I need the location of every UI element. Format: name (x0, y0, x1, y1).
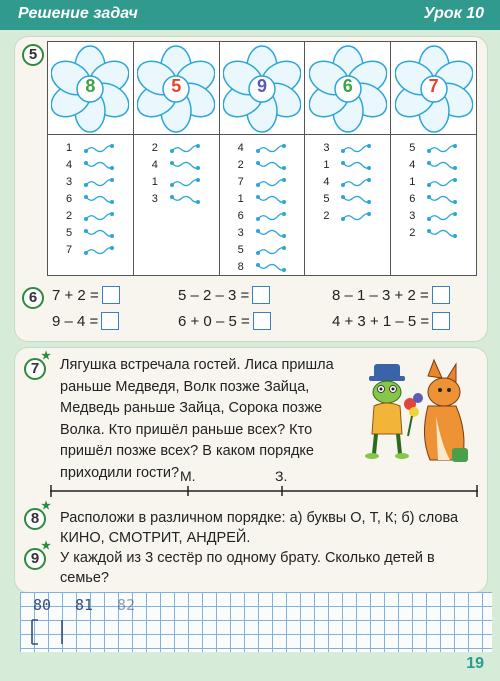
star-icon: ★ (41, 540, 51, 552)
answer-box[interactable] (101, 312, 119, 330)
flower-column (220, 42, 306, 275)
row-number: 3 (409, 210, 416, 222)
flower-number: 8 (85, 76, 96, 96)
frog-and-fox-illustration (360, 356, 470, 468)
row-number: 6 (237, 210, 244, 222)
handwritten-number: 82 (117, 596, 136, 614)
number-row (391, 141, 476, 158)
star-icon: ★ (41, 500, 51, 512)
answer-box[interactable] (252, 286, 270, 304)
handwritten-number: 80 (33, 596, 52, 614)
row-number: 1 (151, 176, 158, 188)
row-number: 4 (151, 159, 158, 171)
task-8-number: 8 ★ (24, 508, 46, 530)
row-number: 4 (66, 159, 73, 171)
row-number: 3 (66, 176, 73, 188)
expression: 4 + 3 + 1 – 5 = (332, 312, 450, 330)
connector-icon[interactable] (254, 158, 288, 174)
number-row (220, 175, 305, 192)
row-number: 5 (237, 244, 244, 256)
number-row (134, 192, 219, 209)
answer-box[interactable] (432, 286, 450, 304)
section-title: Решение задач (18, 5, 138, 22)
row-number: 1 (323, 159, 330, 171)
page-number: 19 (466, 655, 484, 672)
row-number: 2 (151, 142, 158, 154)
connector-icon[interactable] (254, 141, 288, 157)
number-row (391, 158, 476, 175)
number-row (48, 226, 133, 243)
number-row (391, 209, 476, 226)
task-9-text: У каждой из 3 сестёр по одному брату. Сколько детей в семье? (60, 550, 435, 586)
connector-icon[interactable] (254, 175, 288, 191)
number-row (220, 141, 305, 158)
answer-box[interactable] (102, 286, 120, 304)
timeline-label-z: З. (275, 468, 288, 484)
number-row (220, 192, 305, 209)
row-number: 2 (323, 210, 330, 222)
number-row (134, 175, 219, 192)
connector-icon[interactable] (168, 175, 202, 191)
flower-number: 9 (256, 76, 267, 96)
expression: 8 – 1 – 3 + 2 = (332, 286, 450, 304)
connector-icon[interactable] (254, 192, 288, 208)
row-number: 4 (409, 159, 416, 171)
number-row (48, 141, 133, 158)
connector-icon[interactable] (254, 243, 288, 259)
number-row (48, 192, 133, 209)
number-row (220, 243, 305, 260)
connector-icon[interactable] (82, 158, 116, 174)
number-row (391, 175, 476, 192)
flower-number: 7 (428, 76, 439, 96)
row-number: 2 (237, 159, 244, 171)
timeline-label-m: М. (180, 468, 196, 484)
connector-icon[interactable] (339, 209, 373, 225)
number-row (305, 141, 390, 158)
handwritten-strokes (28, 618, 68, 646)
number-row (305, 209, 390, 226)
flower-column (391, 42, 476, 275)
number-row (305, 175, 390, 192)
number-row (305, 158, 390, 175)
header-bar (0, 0, 500, 30)
flower-column (305, 42, 391, 275)
row-number: 2 (409, 227, 416, 239)
flower-column (134, 42, 220, 275)
row-number: 4 (237, 142, 244, 154)
flower-table (47, 41, 477, 276)
connector-icon[interactable] (254, 209, 288, 225)
connector-icon[interactable] (82, 209, 116, 225)
connector-icon[interactable] (254, 260, 288, 276)
flower-column (48, 42, 134, 275)
answer-box[interactable] (253, 312, 271, 330)
connector-icon[interactable] (425, 175, 459, 191)
task-6-number: 6 (22, 287, 44, 309)
connector-icon[interactable] (339, 175, 373, 191)
flower-number: 5 (171, 76, 182, 96)
number-row (220, 209, 305, 226)
task-7-number: 7 ★ (24, 358, 46, 380)
task-9-number: 9 ★ (24, 548, 46, 570)
connector-icon[interactable] (425, 141, 459, 157)
task-5-number: 5 (22, 44, 44, 66)
row-number: 3 (151, 193, 158, 205)
connector-icon[interactable] (339, 192, 373, 208)
connector-icon[interactable] (168, 192, 202, 208)
task-8-text: Расположи в различном порядке: а) буквы О, Т, К; б) слова КИНО, СМОТРИТ, АНДРЕЙ. (60, 510, 459, 546)
number-row (391, 192, 476, 209)
connector-icon[interactable] (82, 192, 116, 208)
number-row (48, 158, 133, 175)
row-number: 3 (237, 227, 244, 239)
number-row (48, 175, 133, 192)
number-row (391, 226, 476, 243)
row-number: 5 (323, 193, 330, 205)
connector-icon[interactable] (82, 141, 116, 157)
row-number: 5 (66, 227, 73, 239)
connector-icon[interactable] (82, 175, 116, 191)
connector-icon[interactable] (425, 209, 459, 225)
row-number: 3 (323, 142, 330, 154)
answer-box[interactable] (432, 312, 450, 330)
star-icon: ★ (41, 350, 51, 362)
row-number: 1 (66, 142, 73, 154)
connector-icon[interactable] (425, 226, 459, 242)
row-number: 6 (66, 193, 73, 205)
connector-icon[interactable] (82, 243, 116, 259)
flower-number: 6 (342, 76, 353, 96)
row-number: 1 (409, 176, 416, 188)
row-number: 1 (237, 193, 244, 205)
connector-icon[interactable] (254, 226, 288, 242)
row-number: 2 (66, 210, 73, 222)
number-row (134, 158, 219, 175)
expression: 7 + 2 = (52, 286, 120, 304)
expression: 6 + 0 – 5 = (178, 312, 271, 330)
connector-icon[interactable] (168, 141, 202, 157)
row-number: 6 (409, 193, 416, 205)
connector-icon[interactable] (82, 226, 116, 242)
expression: 5 – 2 – 3 = (178, 286, 270, 304)
lesson-title: Урок 10 (423, 5, 484, 22)
number-row (48, 243, 133, 260)
connector-icon[interactable] (425, 192, 459, 208)
number-row (220, 260, 305, 277)
connector-icon[interactable] (168, 158, 202, 174)
task-7-text: Лягушка встречала гостей. Лиса пришла раньше Медведя, Волк позже Зайца, Медведь раньше Зайца, Сорока позже Волка. Кто пришёл раньше всех? Кто пришёл позже всех? В каком порядке приходили гости? (60, 357, 334, 481)
row-number: 4 (323, 176, 330, 188)
expression: 9 – 4 = (52, 312, 119, 330)
number-row (220, 226, 305, 243)
row-number: 7 (66, 244, 73, 256)
number-row (220, 158, 305, 175)
row-number: 7 (237, 176, 244, 188)
row-number: 5 (409, 142, 416, 154)
row-number: 8 (237, 261, 244, 273)
connector-icon[interactable] (339, 158, 373, 174)
connector-icon[interactable] (339, 141, 373, 157)
number-row (48, 209, 133, 226)
connector-icon[interactable] (425, 158, 459, 174)
number-row (305, 192, 390, 209)
number-row (134, 141, 219, 158)
handwritten-number: 81 (75, 596, 94, 614)
timeline-line (50, 484, 478, 498)
